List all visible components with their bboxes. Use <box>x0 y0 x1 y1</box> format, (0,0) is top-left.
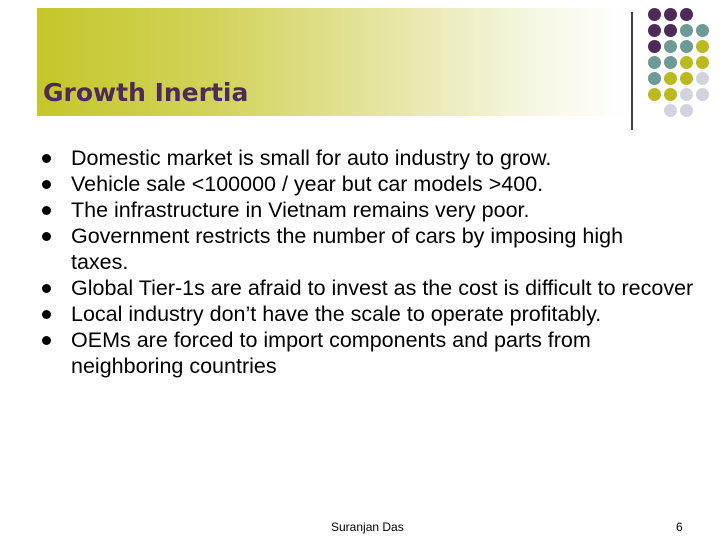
dot-olive <box>696 56 709 69</box>
bullet-item <box>42 223 675 275</box>
dot-purple <box>664 24 677 37</box>
bullet-dot-icon <box>42 310 51 319</box>
dot-purple <box>648 8 661 21</box>
dot-teal <box>648 72 661 85</box>
dot-teal <box>664 40 677 53</box>
dot-gray <box>696 72 709 85</box>
bullet-text: Government restricts the number of cars by imposing high taxes. <box>71 224 624 274</box>
bullet-item <box>42 275 701 301</box>
dot-teal <box>664 56 677 69</box>
bullet-dot-icon <box>42 154 51 163</box>
bullet-dot-icon <box>42 336 51 345</box>
bullet-item <box>42 145 702 171</box>
dot-olive <box>680 72 693 85</box>
bullet-text: Domestic market is small for auto industry to grow. <box>71 146 552 170</box>
bullet-item <box>42 197 702 223</box>
dot-teal <box>680 24 693 37</box>
dot-teal <box>648 56 661 69</box>
dot-olive <box>664 88 677 101</box>
dot-gray <box>664 104 677 117</box>
bullet-item <box>42 171 702 197</box>
bullet-item <box>42 327 701 379</box>
bullet-dot-icon <box>42 284 51 293</box>
dot-purple <box>648 40 661 53</box>
bullet-text: Local industry don’t have the scale to operate profitably. <box>71 302 602 326</box>
bullet-text: OEMs are forced to import components and parts from neighboring countries <box>71 328 591 378</box>
page-number: 6 <box>676 520 683 534</box>
bullet-text: Vehicle sale <100000 / year but car models >400. <box>71 172 544 196</box>
dot-gray <box>680 88 693 101</box>
bullet-dot-icon <box>42 180 51 189</box>
bullet-dot-icon <box>42 232 51 241</box>
bullet-item <box>42 301 702 327</box>
footer-author: Suranjan Das <box>331 520 404 534</box>
dot-olive <box>680 56 693 69</box>
dot-gray <box>680 104 693 117</box>
decorative-dot-grid <box>643 8 723 118</box>
dot-purple <box>664 8 677 21</box>
slide-title: Growth Inertia <box>43 78 249 107</box>
dot-olive <box>696 40 709 53</box>
dot-teal <box>680 40 693 53</box>
divider-line <box>631 12 633 130</box>
dot-purple <box>680 8 693 21</box>
bullet-text: Global Tier-1s are afraid to invest as the cost is difficult to recover <box>71 276 694 300</box>
dot-gray <box>696 88 709 101</box>
dot-teal <box>696 24 709 37</box>
dot-olive <box>664 72 677 85</box>
dot-olive <box>648 88 661 101</box>
bullet-list <box>42 145 702 379</box>
dot-purple <box>648 24 661 37</box>
bullet-dot-icon <box>42 206 51 215</box>
bullet-text: The infrastructure in Vietnam remains very poor. <box>71 198 530 222</box>
